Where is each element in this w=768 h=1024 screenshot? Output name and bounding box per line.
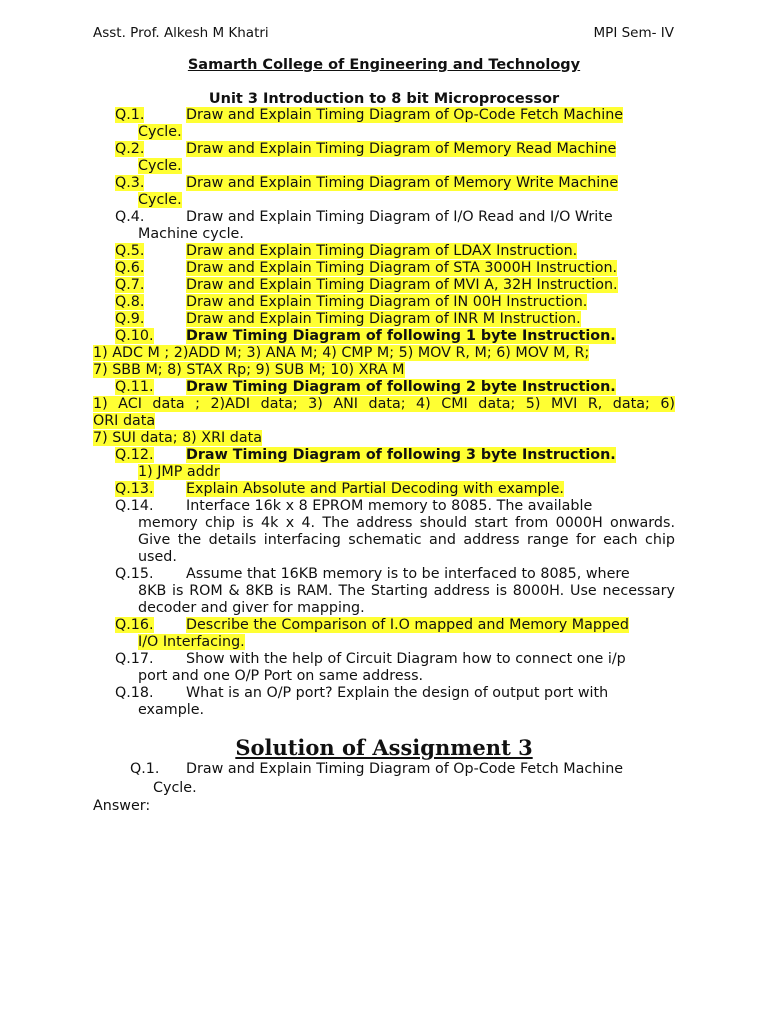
question-16: Q.16. Describe the Comparison of I.O mapped and Memory Mapped I/O Interfacing. bbox=[115, 617, 629, 650]
question-12: Q.12. Draw Timing Diagram of following 3 byte Instruction. 1) JMP addr bbox=[115, 447, 616, 480]
header-subject: MPI Sem- IV bbox=[593, 25, 674, 41]
question-2: Q.2. Draw and Explain Timing Diagram of Memory Read Machine Cycle. bbox=[115, 141, 617, 174]
question-3: Q.3. Draw and Explain Timing Diagram of Memory Write Machine Cycle. bbox=[115, 175, 619, 208]
question-13: Q.13. Explain Absolute and Partial Decoding with example. bbox=[115, 481, 564, 497]
question-6: Q.6. Draw and Explain Timing Diagram of STA 3000H Instruction. bbox=[115, 260, 618, 276]
question-8: Q.8. Draw and Explain Timing Diagram of IN 00H Instruction. bbox=[115, 294, 588, 310]
question-7: Q.7. Draw and Explain Timing Diagram of MVI A, 32H Instruction. bbox=[115, 277, 618, 293]
question-list bbox=[93, 107, 675, 719]
question-17: Q.17. Show with the help of Circuit Diagram how to connect one i/p port and one O/P Port on same address. bbox=[115, 651, 626, 684]
header-author: Asst. Prof. Alkesh M Khatri bbox=[93, 25, 269, 41]
question-5: Q.5. Draw and Explain Timing Diagram of LDAX Instruction. bbox=[115, 243, 578, 259]
question-14: Q.14. Interface 16k x 8 EPROM memory to 8085. The available memory chip is 4k x 4. The address should start from 0000H onwards. Give the details interfacing schematic and address range for each chip used. bbox=[115, 498, 675, 565]
question-10: Q.10. Draw Timing Diagram of following 1 byte Instruction. 1) ADC M ; 2)ADD M; 3) ANA M; 4) CMP M; 5) MOV R, M; 6) MOV M, R; 7) SBB M; 8) STAX Rp; 9) SUB M; 10) XRA M bbox=[93, 328, 616, 378]
college-name: Samarth College of Engineering and Technology bbox=[187, 57, 581, 73]
question-1: Q.1. Draw and Explain Timing Diagram of Op-Code Fetch Machine Cycle. bbox=[115, 107, 624, 140]
solution-title: Solution of Assignment 3 bbox=[235, 735, 533, 760]
question-9: Q.9. Draw and Explain Timing Diagram of INR M Instruction. bbox=[115, 311, 581, 327]
question-18: Q.18. What is an O/P port? Explain the design of output port with example. bbox=[115, 685, 609, 718]
unit-title: Unit 3 Introduction to 8 bit Microprocessor bbox=[208, 91, 560, 107]
question-15: Q.15. Assume that 16KB memory is to be interfaced to 8085, where 8KB is ROM & 8KB is RAM. The Starting address is 8000H. Use necessary decoder and giver for mapping. bbox=[115, 566, 675, 616]
answer-label: Answer: bbox=[93, 798, 151, 814]
question-11: Q.11. Draw Timing Diagram of following 2 byte Instruction. 1) ACI data ; 2)ADI data; 3) ANI data; 4) CMI data; 5) MVI R, data; 6) ORI data 7) SUI data; 8) XRI data bbox=[93, 379, 675, 446]
question-4: Q.4. Draw and Explain Timing Diagram of I/O Read and I/O Write Machine cycle. bbox=[115, 209, 613, 242]
solution-question-1: Q.1. Draw and Explain Timing Diagram of Op-Code Fetch Machine Cycle. bbox=[130, 761, 624, 796]
